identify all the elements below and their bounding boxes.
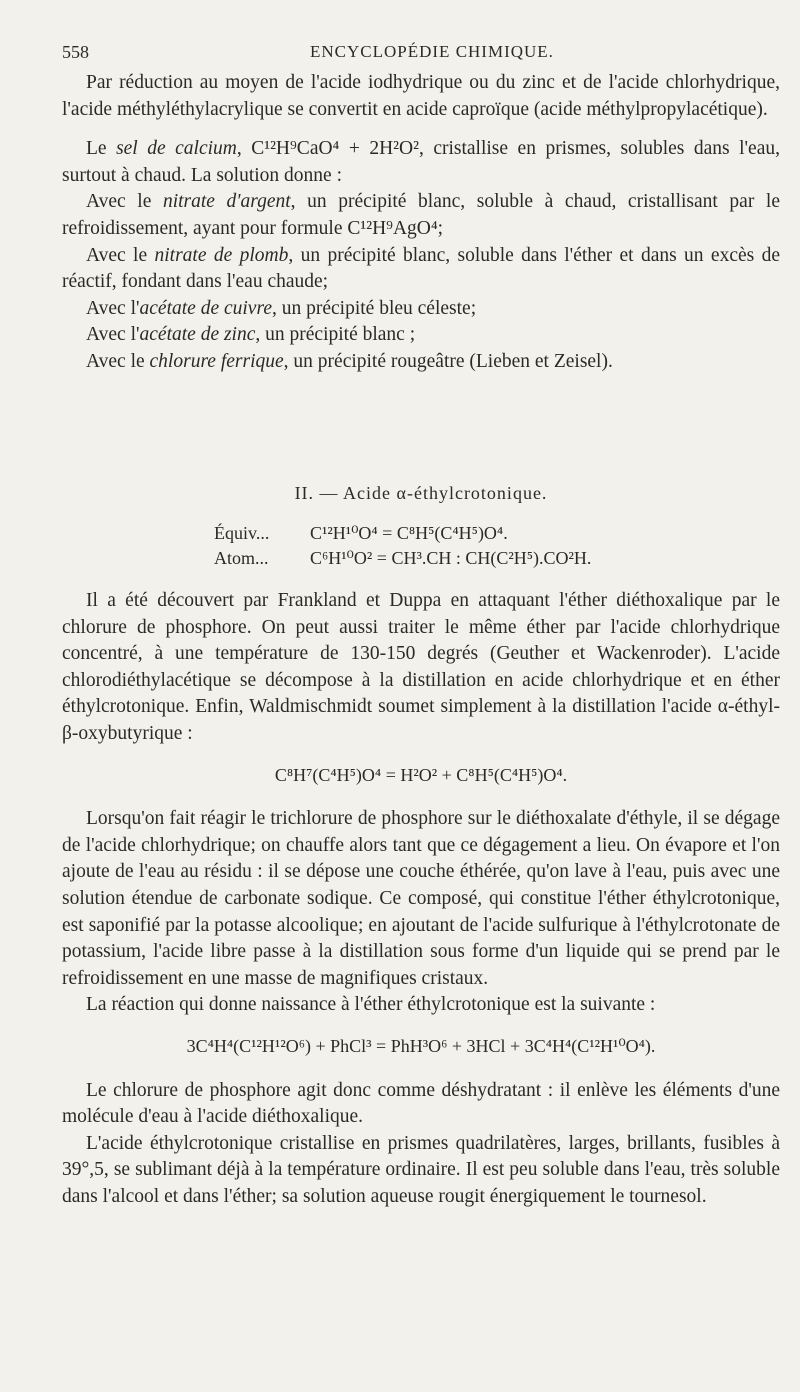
paragraph-calcium-salt: Le sel de calcium, C¹²H⁹CaO⁴ + 2H²O², cristallise en prismes, solubles dans l'eau, surtout à chaud. La solution donne : bbox=[62, 138, 780, 186]
section-title: II. — Acide α-éthylcrotonique. bbox=[294, 483, 548, 503]
page-header bbox=[62, 42, 742, 68]
atom-formula: C⁶H¹⁰O² = CH³.CH : CH(C²H⁵).CO²H. bbox=[310, 547, 592, 568]
paragraph-discovery: Il a été découvert par Frankland et Duppa en attaquant l'éther diéthoxalique par le chlorure de phosphore. On peut aussi traiter le même éther par l'acide chlorhydrique concentré, à une température de 130-150 degrés (Geuther et Wackenroder). L'acide chlorodiéthylacétique se décompose à la distillation en acide chlorhydrique et en éther éthylcrotonique. Enfin, Waldmischmidt soumet simplement à la distillation l'acide α-éthyl-β-oxybutyrique : bbox=[62, 590, 780, 744]
paragraph: Par réduction au moyen de l'acide iodhydrique ou du zinc et de l'acide chlorhydrique, l'acide méthyléthylacrylique se convertit en acide caproïque (acide méthylpropylacétique). bbox=[62, 72, 780, 120]
reaction-item: Avec le chlorure ferrique, un précipité rougeâtre (Lieben et Zeisel). bbox=[86, 350, 613, 372]
paragraph-preparation: Lorsqu'on fait réagir le trichlorure de phosphore sur le diéthoxalate d'éthyle, il se dégage de l'acide chlorhydrique; on chauffe alors tant que ce dégagement a lieu. On évapore et l'on ajoute de l'eau au résidu : il se dépose une couche éthérée, qu'on lave à l'eau, puis avec une solution étendue de carbonate sodique. Ce composé, qui constitue l'éther éthylcrotonique, est saponifié par la potasse alcoolique; en ajoutant de l'acide sulfurique à l'éthylcrotonate de potassium, l'acide libre passe à la distillation sous forme d'un liquide qui se prend par le refroidissement en une masse de magnifiques cristaux. bbox=[62, 808, 780, 989]
formula-dehydration: C⁸H⁷(C⁴H⁵)O⁴ = H²O² + C⁸H⁵(C⁴H⁵)O⁴. bbox=[274, 764, 568, 785]
reaction-item: Avec le nitrate d'argent, un précipité blanc, soluble à chaud, cristallisant par le refroidissement, ayant pour formule C¹²H⁹AgO⁴; bbox=[62, 191, 780, 239]
paragraph-properties: L'acide éthylcrotonique cristallise en prismes quadrilatères, larges, brillants, fusibles à 39°,5, se sublimant déjà à la température ordinaire. Il est peu soluble dans l'eau, très soluble dans l'alcool et dans l'éther; sa solution aqueuse rougit énergiquement le tournesol. bbox=[62, 1132, 780, 1207]
paragraph-reaction-intro: La réaction qui donne naissance à l'éther éthylcrotonique est la suivante : bbox=[86, 994, 656, 1016]
paragraph-dehydrating: Le chlorure de phosphore agit donc comme déshydratant : il enlève les éléments d'une molécule d'eau à l'acide diéthoxalique. bbox=[62, 1079, 780, 1128]
formula-table bbox=[214, 521, 780, 571]
body-text bbox=[62, 70, 780, 376]
equiv-formula: C¹²H¹⁰O⁴ = C⁸H⁵(C⁴H⁵)O⁴. bbox=[310, 522, 508, 543]
formula-reaction: 3C⁴H⁴(C¹²H¹²O⁶) + PhCl³ = PhH³O⁶ + 3HCl + 3C⁴H⁴(C¹²H¹⁰O⁴). bbox=[186, 1035, 656, 1056]
body-text-2 bbox=[62, 588, 780, 1210]
running-title: ENCYCLOPÉDIE CHIMIQUE. bbox=[310, 42, 554, 61]
atom-label: Atom... bbox=[214, 547, 269, 568]
reaction-item: Avec le nitrate de plomb, un précipité blanc, soluble dans l'éther et dans un excès de réactif, fondant dans l'eau chaude; bbox=[62, 244, 780, 293]
equiv-label: Équiv... bbox=[214, 522, 270, 543]
section-block bbox=[62, 480, 780, 571]
page-number: 558 bbox=[62, 42, 89, 62]
reaction-item: Avec l'acétate de cuivre, un précipité bleu céleste; bbox=[86, 297, 477, 319]
reaction-item: Avec l'acétate de zinc, un précipité blanc ; bbox=[86, 324, 416, 346]
